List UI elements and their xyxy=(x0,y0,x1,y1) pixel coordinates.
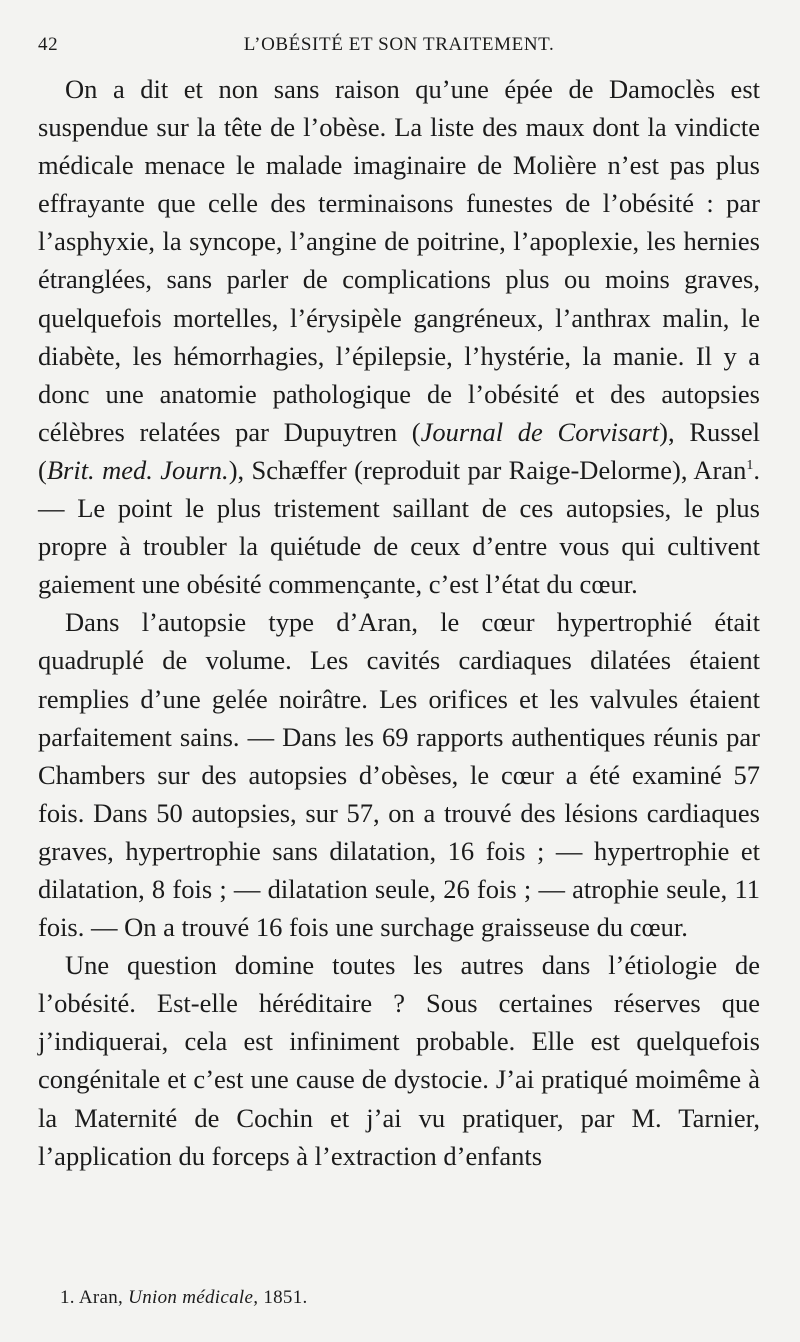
page-header xyxy=(38,34,760,64)
page-number: 42 xyxy=(38,34,59,55)
footnote-reference[interactable]: 1 xyxy=(746,458,754,474)
footnote xyxy=(60,1287,308,1309)
footnote-author: Aran, xyxy=(78,1287,124,1308)
paragraph-1-text-c: ), Schæffer (reproduit par Raige-Delorme), Aran xyxy=(228,454,747,485)
running-title: L’OBÉSITÉ ET SON TRAITEMENT. xyxy=(243,34,555,55)
body-text xyxy=(38,70,760,1175)
paragraph-2: Dans l’autopsie type d’Aran, le cœur hypertrophié était quadruplé de volume. Les cavités cardiaques dilatées étaient remplies d’une gelée noirâtre. Les orifices et les valvules étaient parfaitement sains. — Dans les 69 rapports authentiques réunis par Chambers sur des autopsies d’obèses, le cœur a été examiné 57 fois. Dans 50 autopsies, sur 57, on a trouvé des lésions cardiaques graves, hypertrophie sans dilatation, 16 fois ; — hypertrophie et dilatation, 8 fois ; — dilatation seule, 26 fois ; — atrophie seule, 11 fois. — On a trouvé 16 fois une surchage graisseuse du cœur. xyxy=(38,607,760,943)
footnote-journal: Union médicale, xyxy=(128,1287,259,1308)
journal-title-brit-med: Brit. med. Journ. xyxy=(46,454,229,485)
footnote-number: 1. xyxy=(60,1287,75,1308)
paragraph-1 xyxy=(38,70,760,603)
paragraph-1-text-d: . — Le point le plus tristement saillant de ces autopsies, le plus propre à troubler la quiétude de ceux d’entre vous qui cultivent gaiement une obésité commençante, c’est l’état du cœur. xyxy=(38,454,760,600)
paragraph-1-text-a: On a dit et non sans raison qu’une épée de Damoclès est suspendue sur la tête de l’obèse. La liste des maux dont la vindicte médicale menace le malade imaginaire de Molière n’est pas plus effrayante que celle des terminaisons funestes de l’obésité : par l’asphyxie, la syncope, l’angine de poitrine, l’apoplexie, les hernies étranglées, sans parler de complications plus ou moins graves, quelquefois mortelles, l’érysipèle gangréneux, l’anthrax malin, le diabète, les hémorrhagies, l’épilepsie, l’hystérie, la manie. Il y a donc une anatomie pathologique de l’obésité et des autopsies célèbres relatées par Dupuytren ( xyxy=(38,74,760,447)
paragraph-1-text-b: ), Russel ( xyxy=(38,416,760,485)
paragraph-3: Une question domine toutes les autres dans l’étiologie de l’obésité. Est-elle héréditaire ? Sous certaines réserves que j’indiquerai, cela est infiniment probable. Elle est quelquefois congénitale et c’est une cause de dystocie. J’ai pratiqué moimême à la Maternité de Cochin et j’ai vu pratiquer, par M. Tarnier, l’application du forceps à l’extraction d’enfants xyxy=(38,950,760,1171)
footnote-year: 1851. xyxy=(263,1287,308,1308)
journal-title-corvisart: Journal de Corvisart xyxy=(420,416,660,447)
